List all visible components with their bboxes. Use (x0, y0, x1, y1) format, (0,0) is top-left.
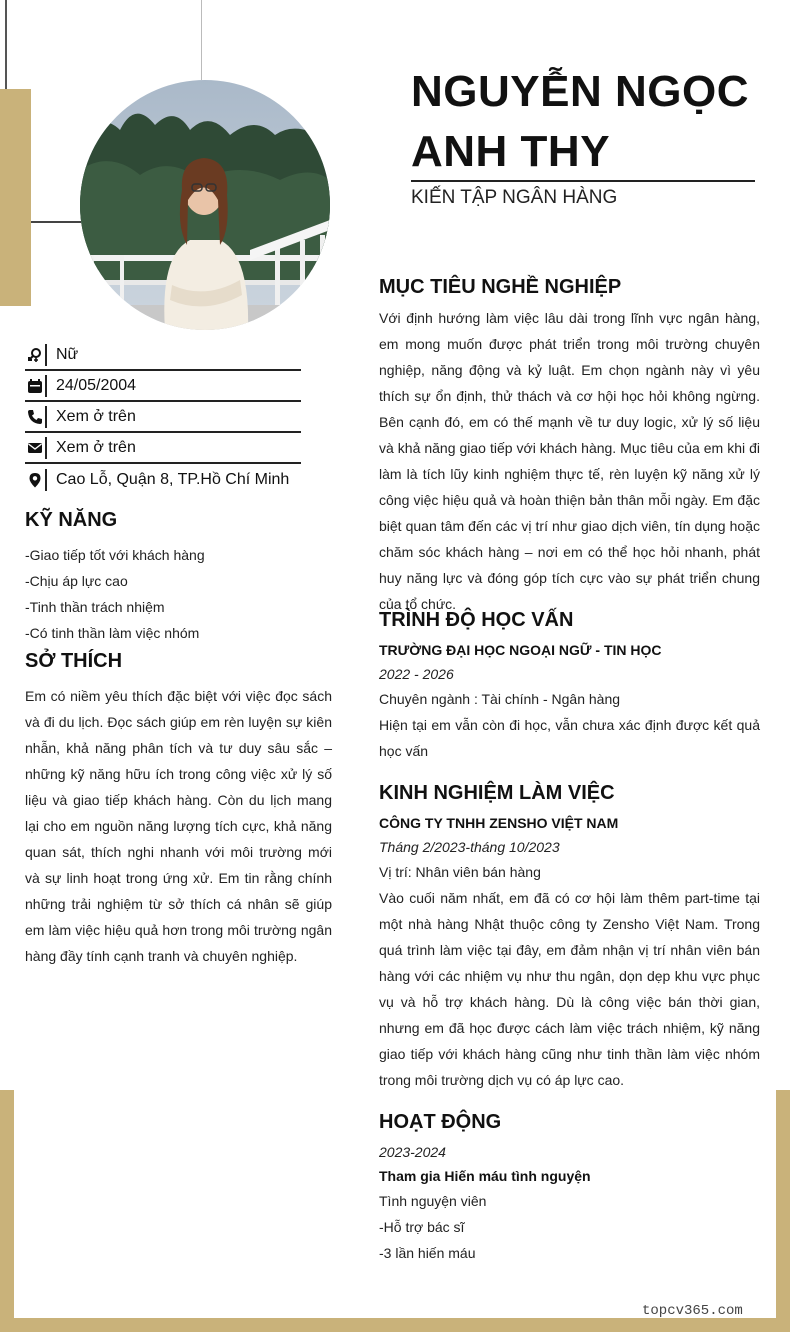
watermark-text: topcv365.com (642, 1303, 743, 1319)
email-icon (25, 437, 47, 459)
education-note: Hiện tại em vẫn còn đi học, vẫn chưa xác định được kết quả học vấn (379, 717, 760, 759)
profile-photo (80, 80, 330, 330)
skill-item: -Chịu áp lực cao (25, 573, 128, 589)
section-title: TRÌNH ĐỘ HỌC VẤN (379, 609, 574, 631)
school-name: TRƯỜNG ĐẠI HỌC NGOẠI NGỮ - TIN HỌC (379, 642, 662, 658)
contact-list (25, 340, 301, 495)
location-icon (25, 469, 47, 491)
education-section (379, 609, 760, 764)
experience-section (379, 782, 760, 1093)
skill-item: -Có tinh thần làm việc nhóm (25, 625, 200, 641)
contact-email (25, 433, 301, 464)
contact-birthday (25, 371, 301, 402)
divider-line (5, 0, 7, 89)
experience-period: Tháng 2/2023-tháng 10/2023 (379, 839, 560, 855)
divider-line (201, 0, 202, 80)
skill-item: -Giao tiếp tốt với khách hàng (25, 547, 205, 563)
activities-section (379, 1111, 760, 1266)
divider-line (31, 221, 81, 223)
gold-accent-block (776, 1090, 790, 1332)
contact-text: Xem ở trên (56, 438, 136, 456)
gold-accent-block (0, 1090, 14, 1332)
activity-item: -Hỗ trợ bác sĩ (379, 1219, 465, 1235)
candidate-name: NGUYỄN NGỌC ANH THY (411, 67, 749, 176)
section-title: KỸ NĂNG (25, 509, 118, 531)
gold-accent-block (0, 1318, 790, 1332)
section-title: MỤC TIÊU NGHỀ NGHIỆP (379, 276, 622, 298)
education-period: 2022 - 2026 (379, 666, 454, 682)
section-title: HOẠT ĐỘNG (379, 1111, 502, 1133)
contact-text: Cao Lỗ, Quận 8, TP.Hồ Chí Minh (56, 470, 290, 488)
contact-gender (25, 340, 301, 371)
phone-icon (25, 406, 47, 428)
education-major: Chuyên ngành : Tài chính - Ngân hàng (379, 691, 621, 707)
calendar-icon (25, 375, 47, 397)
experience-role: Vị trí: Nhân viên bán hàng (379, 864, 541, 880)
contact-address (25, 464, 301, 495)
activity-name: Tham gia Hiến máu tình nguyện (379, 1168, 591, 1184)
contact-phone (25, 402, 301, 433)
experience-text: Vào cuối năm nhất, em đã có cơ hội làm thêm part-time tại một nhà hàng Nhật thuộc công ty Zensho Việt Nam. Trong quá trình làm việc tại đây, em đảm nhận vị trí nhân viên bán hàng với các nhiệm vụ như thu ngân, dọn dẹp khu vực phục vụ và hỗ trợ khách hàng. Dù là công việc bán thời gian, nhưng em đã học được cách làm việc trách nhiệm, kỹ năng giao tiếp với khách hàng cũng như tinh thần làm việc nhóm trong môi trường dịch vụ có áp lực cao. (379, 890, 760, 1088)
contact-text: 24/05/2004 (56, 376, 137, 394)
skill-item: -Tinh thần trách nhiệm (25, 599, 165, 615)
hobbies-section (25, 650, 332, 969)
activity-period: 2023-2024 (379, 1144, 446, 1160)
divider-line (411, 180, 755, 182)
objective-text: Với định hướng làm việc lâu dài trong lĩnh vực ngân hàng, em mong muốn được phát triển trong môi trường chuyên nghiệp, năng động và kỷ luật. Em chọn ngành này vì yêu thích sự ổn định, thử thách và cơ hội học hỏi không ngừng. Bên cạnh đó, em có thế mạnh về tư duy logic, xử lý số liệu và khả năng giao tiếp với khách hàng. Mục tiêu của em khi đi làm là tích lũy kinh nghiệm thực tế, rèn luyện kỹ năng xử lý công việc hiệu quả và hoàn thiện bản thân mỗi ngày. Em đặc biệt quan tâm đến các vị trí như giao dịch viên, tín dụng hoặc chăm sóc khách hàng – nơi em có thể học hỏi nhanh, phát huy năng lực và đóng góp tích cực vào sự phát triển chung của tổ chức. (379, 310, 760, 612)
gold-accent-block (0, 89, 31, 306)
activity-item: -3 lần hiến máu (379, 1245, 476, 1261)
objective-section (379, 276, 760, 617)
company-name: CÔNG TY TNHH ZENSHO VIỆT NAM (379, 815, 619, 831)
hobbies-text: Em có niềm yêu thích đặc biệt với việc đọc sách và đi du lịch. Đọc sách giúp em rèn luyện sự kiên nhẫn, khả năng phân tích và tư duy sâu sắc – những kỹ năng hữu ích trong công việc xử lý số liệu và giao tiếp khách hàng. Còn du lịch mang lại cho em nguồn năng lượng tích cực, khả năng quan sát, thích nghi nhanh với môi trường mới và sự linh hoạt trong ứng xử. Em tin rằng chính những trải nghiệm từ sở thích cá nhân sẽ giúp em làm việc hiệu quả hơn trong môi trường ngân hàng đầy tính cạnh tranh và chuyên nghiệp. (25, 688, 332, 964)
section-title: SỞ THÍCH (25, 650, 123, 672)
section-title: KINH NGHIỆM LÀM VIỆC (379, 782, 615, 804)
contact-text: Xem ở trên (56, 407, 136, 425)
job-position: KIẾN TẬP NGÂN HÀNG (411, 187, 618, 208)
gender-icon (25, 344, 47, 366)
activity-role: Tình nguyện viên (379, 1193, 487, 1209)
contact-text: Nữ (56, 345, 79, 363)
skills-section (25, 509, 335, 646)
